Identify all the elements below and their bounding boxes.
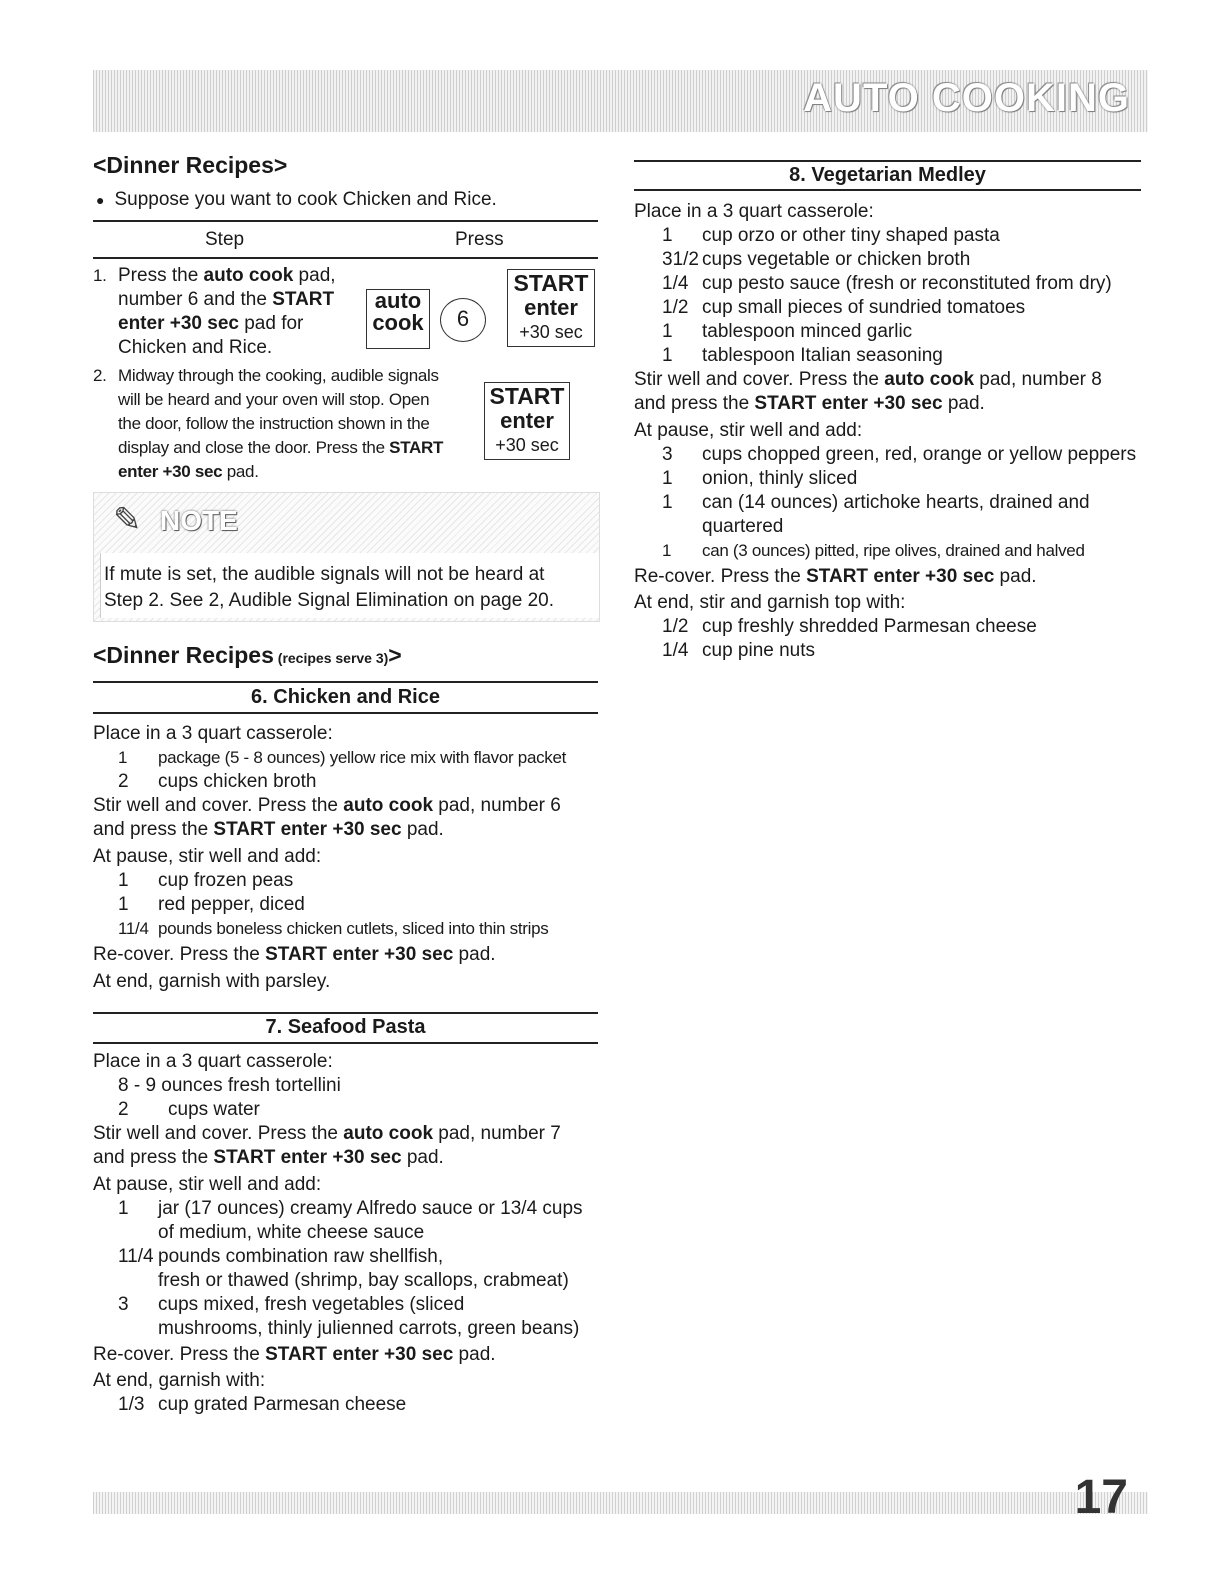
table-top-rule <box>93 220 598 222</box>
dinner-recipes-heading: <Dinner Recipes> <box>93 152 288 178</box>
bullet-icon: ● <box>96 192 105 208</box>
step-1-number: 1. <box>93 266 107 285</box>
number-6-key: 6 <box>440 298 486 342</box>
page-title: AUTO COOKING <box>803 76 1130 120</box>
start-enter-key-2: START enter +30 sec <box>484 382 570 460</box>
auto-cook-key: auto cook <box>366 289 430 349</box>
recipe-7-title: 7. Seafood Pasta <box>265 1016 426 1038</box>
recipe-8-title: 8. Vegetarian Medley <box>789 164 986 186</box>
recipe-6-body: Place in a 3 quart casserole: 1 package (5 - 8 ounces) yellow rice mix with flavor packet 2 cups chicken broth Stir well and cover. Press the auto cook pad, number 6 and press the START enter +30 sec pad. At pause, stir well and add: 1 cup frozen peas 1 red pepper, diced 11/4 pounds boneless chicken cutlets, sliced into thin strips Re-cover. Press the START enter +30 sec pad. At end, garnish with parsley. <box>93 723 567 992</box>
step-1-text: Press the auto cook pad, number 6 and the START enter +30 sec pad for Chicken and Rice. <box>118 265 336 358</box>
note-title: NOTE <box>160 505 238 536</box>
bullet-text: Suppose you want to cook Chicken and Rice. <box>114 189 497 210</box>
bullet-item <box>96 188 497 212</box>
table-header-rule <box>93 257 598 259</box>
recipe-8-body: Place in a 3 quart casserole: 1 cup orzo or other tiny shaped pasta 31/2 cups vegetable or chicken broth 1/4 cup pesto sauce (fresh or reconstituted from dry) 1/2 cup small pieces of sundried tomatoes 1 tablespoon minced garlic 1 tablespoon Italian seasoning Stir well and cover. Press the auto cook pad, number 8 and press the START enter +30 sec pad. At pause, stir well and add: 3 cups chopped green, red, orange or yellow peppers 1 onion, thinly sliced 1 can (14 ounces) artichoke hearts, drained and quartered 1 can (3 ounces) pitted, ripe olives, drained and halved Re-cover. Press the START enter +30 sec pad. At end, stir and garnish top with: 1/2 cup freshly shredded Parmesan cheese 1/4 cup pine nuts <box>634 201 1137 661</box>
step-2-text: Midway through the cooking, audible signals will be heard and your oven will stop. Open the door, follow the instruction shown in the display and close the door. Press the START enter +30 sec pad. <box>118 366 444 481</box>
pencil-icon: ✎ <box>113 501 142 539</box>
column-header-step: Step <box>205 229 245 250</box>
recipe-6-bottom-rule <box>93 712 598 714</box>
footer-bar <box>93 1492 1148 1514</box>
recipe-6-title: 6. Chicken and Rice <box>251 686 440 708</box>
header-banner <box>93 70 1148 132</box>
recipe-7-top-rule <box>93 1012 598 1014</box>
recipe-7-body: Place in a 3 quart casserole: 8 - 9 ounces fresh tortellini 2 cups water Stir well and cover. Press the auto cook pad, number 7 and press the START enter +30 sec pad. At pause, stir well and add: 1 jar (17 ounces) creamy Alfredo sauce or 13/4 cups of medium, white cheese sauce 11/4 pounds combination raw shellfish, fresh or thawed (shrimp, bay scallops, crabmeat) 3 cups mixed, fresh vegetables (sliced mushrooms, thinly julienned carrots, green beans) Re-cover. Press the START enter +30 sec pad. At end, garnish with: 1/3 cup grated Parmesan cheese <box>93 1051 583 1415</box>
start-enter-key-1: START enter +30 sec <box>507 269 595 347</box>
recipe-8-top-rule <box>634 160 1141 162</box>
step-2-number: 2. <box>93 366 107 385</box>
dinner-recipes-serve-heading: <Dinner Recipes (recipes serve 3)> <box>93 642 402 668</box>
note-text: If mute is set, the audible signals will not be heard at Step 2. See 2, Audible Signal Elimination on page 20. <box>104 564 554 611</box>
recipe-7-bottom-rule <box>93 1042 598 1044</box>
page-number: 17 <box>1074 1471 1128 1524</box>
recipe-6-top-rule <box>93 681 598 683</box>
recipe-8-bottom-rule <box>634 189 1141 191</box>
column-header-press: Press <box>455 229 504 250</box>
